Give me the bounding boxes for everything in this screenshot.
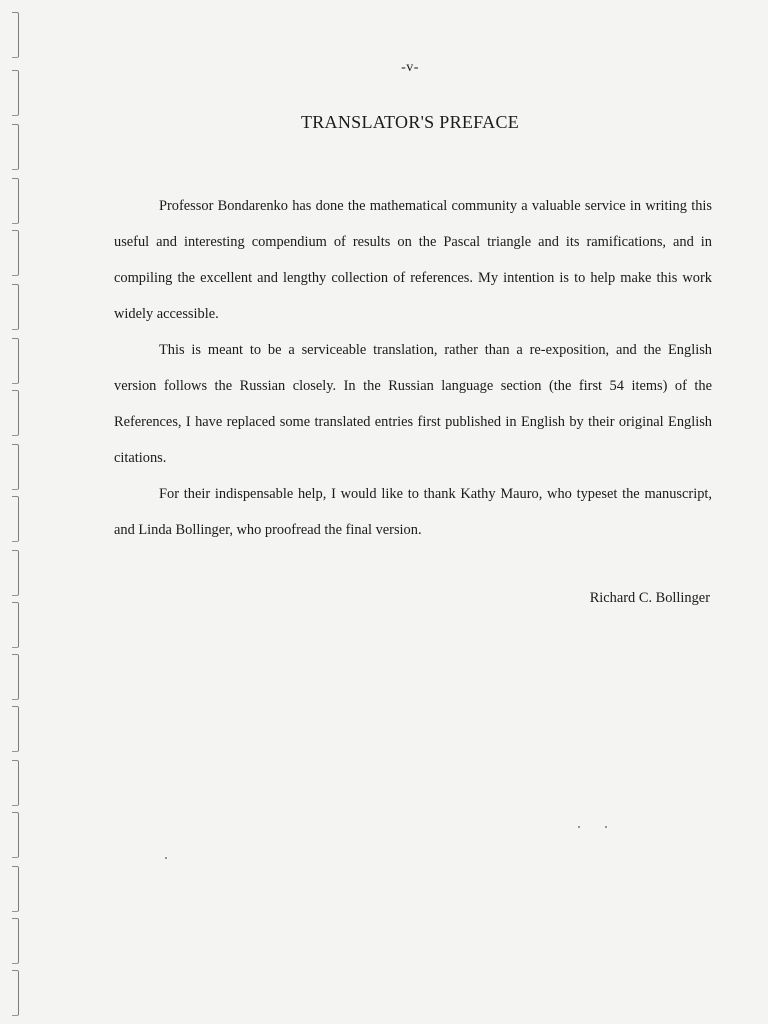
binding-mark: [12, 284, 19, 330]
binding-mark: [12, 918, 19, 964]
signature: Richard C. Bollinger: [589, 590, 710, 606]
paragraph-1: Professor Bondarenko has done the mathematical community a valuable service in writing this useful and interesting compendium of results on the Pascal triangle and its ramifications, and in compiling the excellent and lengthy collection of references. My intention is to help make this work widely accessible.: [114, 198, 712, 322]
paragraph-2: This is meant to be a serviceable translation, rather than a re-exposition, and the English version follows the Russian closely. In the Russian language section (the first 54 items) of the References, I have replaced some translated entries first published in English by their original English citations.: [114, 342, 712, 466]
binding-mark: [12, 812, 19, 858]
binding-mark: [12, 602, 19, 648]
binding-mark: [12, 550, 19, 596]
binding-mark: [12, 970, 19, 1016]
binding-mark: [12, 654, 19, 700]
binding-mark: [12, 178, 19, 224]
page-title: TRANSLATOR'S PREFACE: [300, 112, 520, 132]
paragraph-3: For their indispensable help, I would like to thank Kathy Mauro, who typeset the manuscript, and Linda Bollinger, who proofread the final version.: [114, 486, 712, 538]
page-number: -v-: [401, 60, 419, 75]
binding-mark: [12, 338, 19, 384]
binding-mark: [12, 70, 19, 116]
binding-mark: [12, 12, 19, 58]
binding-mark: [12, 390, 19, 436]
binding-mark: [12, 444, 19, 490]
scan-speck: [165, 857, 167, 859]
binding-mark: [12, 866, 19, 912]
scan-speck: [578, 826, 580, 828]
binding-mark: [12, 230, 19, 276]
scan-speck: [605, 826, 607, 828]
preface-body: [114, 188, 712, 548]
binding-mark: [12, 760, 19, 806]
binding-holes: [8, 0, 28, 1024]
binding-mark: [12, 496, 19, 542]
binding-mark: [12, 706, 19, 752]
